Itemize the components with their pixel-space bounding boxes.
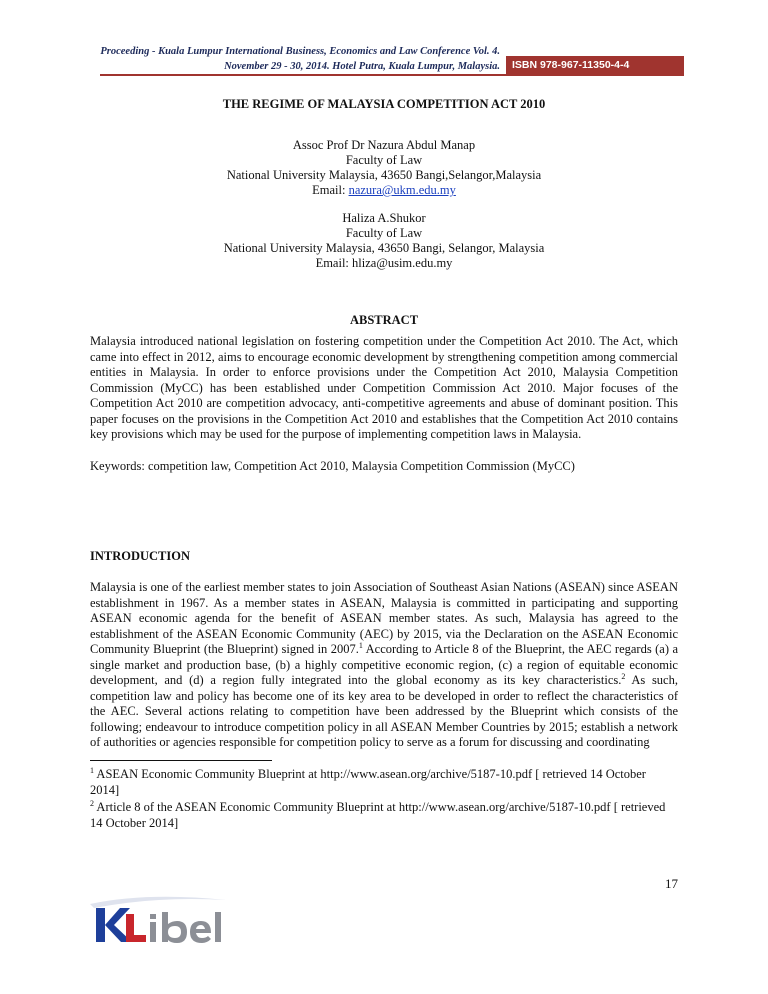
footnotes [90, 766, 678, 832]
logo-e [190, 921, 211, 943]
intro-text-2: According to Article 8 of the Blueprint, the AEC regards (a) a single market and production base, (b) a highly competitive economic region, (c) a region of equitable economic development, and (d) a region fully integrated into the global economy as its key characteristics. [90, 642, 678, 687]
footnote-2-number: 2 [90, 798, 94, 808]
paper-title: THE REGIME OF MALAYSIA COMPETITION ACT 2010 [222, 97, 546, 111]
footnote-divider [90, 760, 272, 761]
logo-i-dot [150, 914, 156, 919]
author-1-affiliation: National University Malaysia, 43650 Bangi,Selangor,Malaysia [226, 168, 542, 182]
footnote-1 [90, 766, 678, 798]
header-line-1: Proceeding - Kuala Lumpur International Business, Economics and Law Conference Vol. 4. [100, 46, 500, 57]
logo-swoosh [90, 897, 226, 908]
email-label: Email: [312, 183, 349, 197]
footnote-1-text: ASEAN Economic Community Blueprint at http://www.asean.org/archive/5187-10.pdf [ retrieved 14 October 2014] [90, 767, 646, 797]
author-2-faculty: Faculty of Law [345, 226, 423, 240]
logo-l-foot [126, 935, 146, 942]
klibel-logo [86, 894, 236, 946]
footnote-2 [90, 799, 678, 831]
footnote-2-text: Article 8 of the ASEAN Economic Community Blueprint at http://www.asean.org/archive/5187-10.pdf [ retrieved 14 October 2014] [90, 800, 666, 830]
author-2-email: Email: hliza@usim.edu.my [315, 256, 453, 270]
isbn-badge: ISBN 978-967-11350-4-4 [506, 56, 684, 74]
logo-k-stem [96, 908, 105, 942]
page-number: 17 [665, 876, 678, 891]
header-divider [100, 74, 684, 76]
author-2 [0, 211, 768, 271]
abstract-body: Malaysia introduced national legislation on fostering competition under the Competition Act 2010. The Act, which came into effect in 2012, aims to encourage economic development by strengthening competition among commercial entities in Malaysia. In order to enforce provisions under the Competition Act 2010, Malaysia Competition Commission (MyCC) has been established under Competition Commission Act 2010. Major focuses of the Competition Act 2010 are competition advocacy, anti-competitive agreements and abuse of dominant position. This paper focuses on the provisions in the Competition Act 2010 and establishes that the Competition Act 2010 contains key provisions which may be used for the purpose of implementing competition laws in Malaysia. [90, 334, 678, 441]
logo-b [162, 912, 187, 943]
author-1-email-line [0, 183, 768, 198]
author-1-faculty: Faculty of Law [345, 153, 423, 167]
author-1-email-link[interactable]: nazura@ukm.edu.my [348, 183, 456, 197]
logo-l2 [215, 912, 221, 942]
intro-text-3: As such, competition law and policy has become one of its key area to be developed in order to reflect the characteristics of the AEC. Several actions relating to competition have been addressed by the Blueprint which consists of the following; endeavour to introduce competition policy in all ASEAN Member Countries by 2015; establish a network of authorities or agencies responsible for competition policy to serve as a forum for discussing and coordinating [90, 673, 678, 749]
intro-text-1: Malaysia is one of the earliest member states to join Association of Southeast Asian Nations (ASEAN) since ASEAN establishment in 1967. As a member states in ASEAN, Malaysia is committed in participating and supporting ASEAN economic agenda for the benefit of ASEAN member states. As such, Malaysia has agreed to the establishment of the ASEAN Economic Community (AEC) by 2015, via the Declaration on the ASEAN Economic Community Blueprint (the Blueprint) signed in 2007. [90, 580, 678, 656]
introduction-heading: INTRODUCTION [90, 549, 191, 563]
keywords: Keywords: competition law, Competition Act 2010, Malaysia Competition Commission (MyCC) [90, 459, 575, 473]
footnote-1-number: 1 [90, 765, 94, 775]
running-header [100, 44, 684, 76]
author-2-name: Haliza A.Shukor [342, 211, 426, 225]
author-1-name: Assoc Prof Dr Nazura Abdul Manap [292, 138, 476, 152]
logo-i-stem [150, 922, 156, 942]
header-line-2: November 29 - 30, 2014. Hotel Putra, Kuala Lumpur, Malaysia. [224, 61, 500, 72]
conference-citation [100, 44, 500, 74]
author-2-affiliation: National University Malaysia, 43650 Bangi, Selangor, Malaysia [223, 241, 545, 255]
abstract-heading: ABSTRACT [349, 313, 419, 327]
author-1 [0, 138, 768, 198]
footnote-ref-1[interactable]: 1 [358, 640, 363, 650]
introduction-body [90, 580, 678, 751]
footnote-ref-2[interactable]: 2 [621, 671, 626, 681]
